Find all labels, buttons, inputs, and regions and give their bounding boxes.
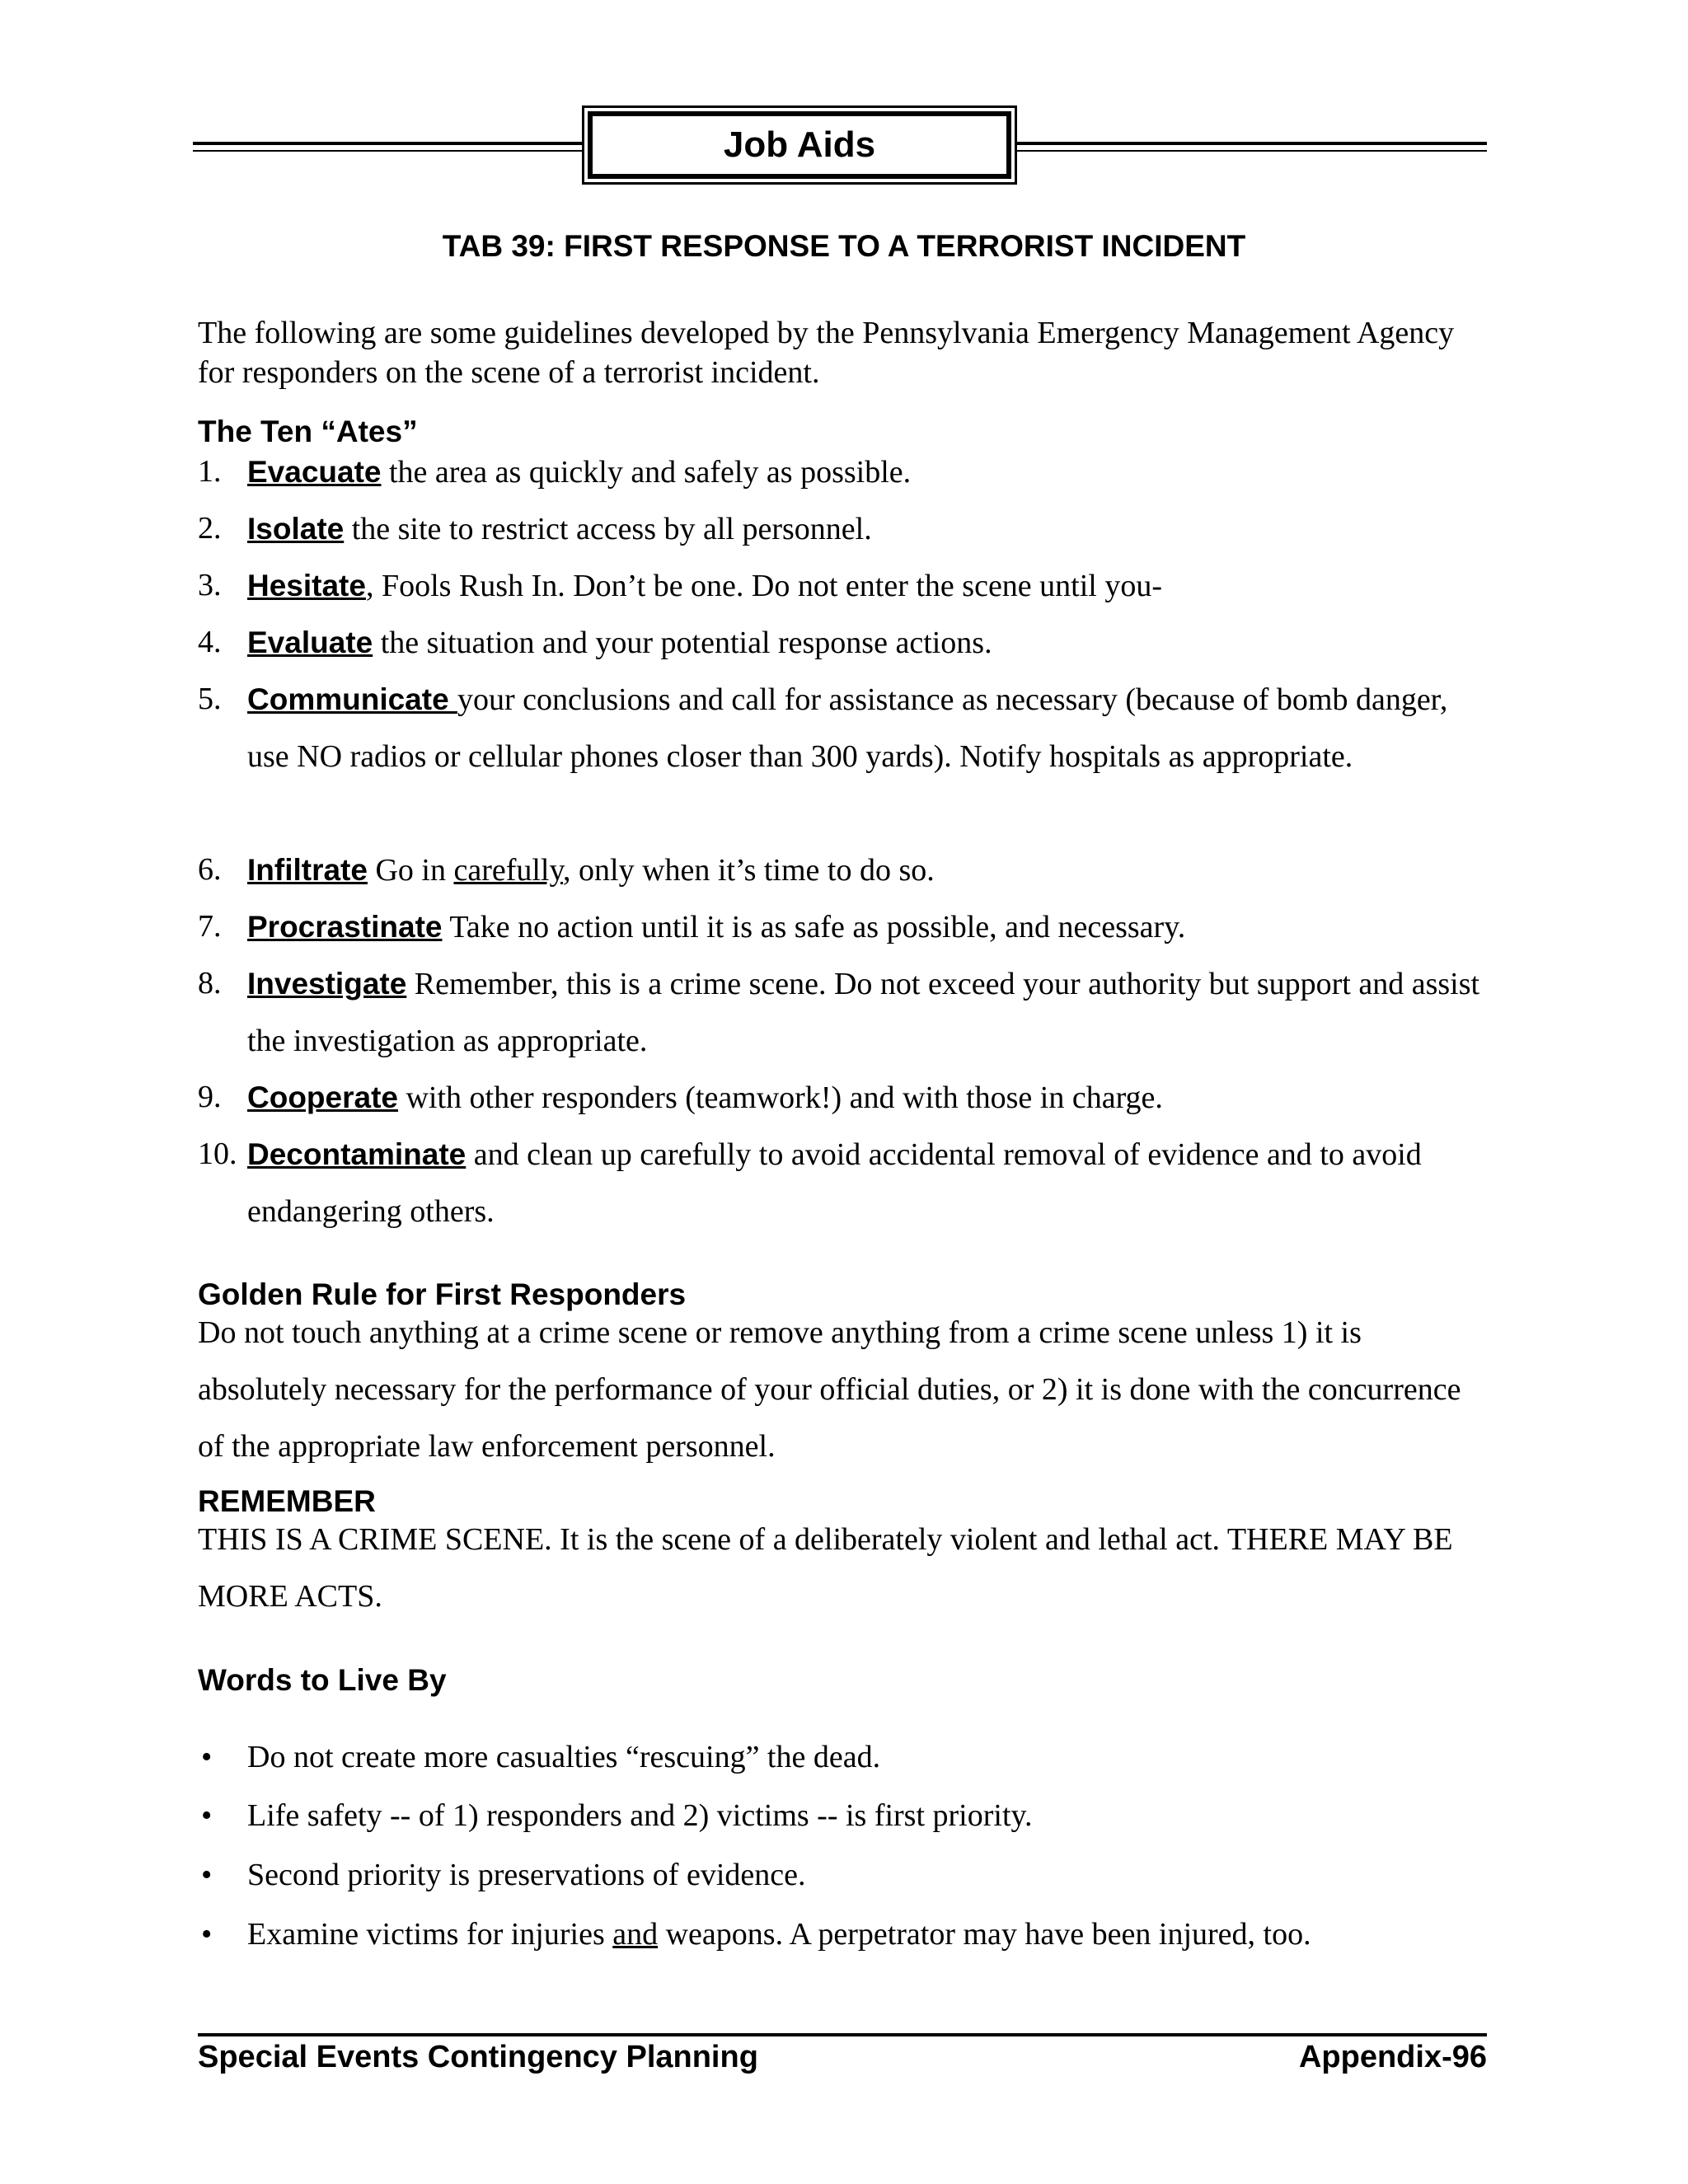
remember-heading: REMEMBER <box>198 1484 376 1518</box>
header-box <box>582 105 1017 185</box>
list-item <box>198 1069 1492 1127</box>
item-text: the situation and your potential response actions. <box>373 626 992 660</box>
footer-rule <box>198 2033 1487 2036</box>
keyword: Communicate <box>247 682 457 716</box>
item-text-pre: Go in <box>367 853 454 888</box>
list-number: 9. <box>198 1080 222 1114</box>
list-item <box>198 955 1492 1070</box>
header-rule-left-top <box>193 142 582 145</box>
item-text: your conclusions and call for assistance as necessary (because of bomb danger, use NO radios or cellular phones closer than 300 yards). Notify hospitals as appropriate. <box>247 682 1448 774</box>
list-item <box>198 1855 1492 1895</box>
list-item <box>198 443 1492 501</box>
bullet-text: Second priority is preservations of evidence. <box>247 1858 806 1892</box>
list-item <box>198 614 1492 672</box>
keyword: Procrastinate <box>247 910 443 944</box>
ates-heading: The Ten “Ates” <box>198 415 418 448</box>
remember-text: THIS IS A CRIME SCENE. It is the scene of a deliberately violent and lethal act. THERE MAY BE MORE ACTS. <box>198 1522 1453 1614</box>
item-text: Remember, this is a crime scene. Do not exceed your authority but support and assist the investigation as appropriate. <box>247 967 1480 1058</box>
footer-page-number: Appendix-96 <box>1298 2040 1487 2074</box>
list-item <box>198 1737 1492 1777</box>
item-text: , only when it’s time to do so. <box>563 853 935 888</box>
keyword: Evacuate <box>247 455 382 489</box>
item-text: and clean up carefully to avoid accidental removal of evidence and to avoid endangering others. <box>247 1137 1422 1229</box>
list-number: 10. <box>198 1137 237 1171</box>
keyword: Decontaminate <box>247 1137 467 1171</box>
footer-left: Special Events Contingency Planning <box>198 2040 758 2074</box>
bullet-text: Do not create more casualties “rescuing” the dead. <box>247 1740 881 1774</box>
header-rule-left-bottom <box>193 150 582 152</box>
list-number: 7. <box>198 909 222 944</box>
header-rule-right-top <box>1017 142 1487 145</box>
list-number: 5. <box>198 682 222 716</box>
list-item <box>198 1126 1492 1240</box>
underlined-word: carefully <box>453 853 564 888</box>
golden-rule-text: Do not touch anything at a crime scene or remove anything from a crime scene unless 1) it is absolutely necessary for the performance of your official duties, or 2) it is done with the concurrence of the appropriate law enforcement personnel. <box>198 1315 1461 1464</box>
item-text: the area as quickly and safely as possible. <box>381 455 912 490</box>
list-number: 4. <box>198 625 222 659</box>
bullet-icon: • <box>201 1917 213 1952</box>
page-title: TAB 39: FIRST RESPONSE TO A TERRORIST INCIDENT <box>442 229 1246 263</box>
list-item <box>198 1796 1492 1835</box>
list-number: 8. <box>198 966 222 1001</box>
list-number: 1. <box>198 454 222 489</box>
underlined-word: and <box>612 1917 659 1952</box>
item-text: Take no action until it is as safe as possible, and necessary. <box>442 910 1186 944</box>
list-item <box>198 671 1492 785</box>
keyword: Infiltrate <box>247 853 368 887</box>
bullet-text-pre: Examine victims for injuries <box>247 1917 613 1952</box>
list-item <box>198 557 1492 615</box>
bullet-icon: • <box>201 1858 213 1892</box>
list-number: 3. <box>198 568 222 602</box>
bullet-icon: • <box>201 1740 213 1774</box>
bullet-text: Life safety -- of 1) responders and 2) victims -- is first priority. <box>247 1798 1033 1833</box>
bullet-icon: • <box>201 1798 213 1833</box>
keyword: Evaluate <box>247 626 373 659</box>
golden-rule-heading: Golden Rule for First Responders <box>198 1277 687 1311</box>
item-text: with other responders (teamwork!) and with those in charge. <box>397 1080 1163 1115</box>
keyword: Cooperate <box>247 1080 398 1114</box>
keyword: Investigate <box>247 967 407 1001</box>
header-label: Job Aids <box>588 111 1011 179</box>
item-text: the site to restrict access by all personnel. <box>344 512 872 546</box>
list-number: 2. <box>198 511 222 546</box>
list-item <box>198 841 1492 899</box>
keyword: Isolate <box>247 512 345 546</box>
words-heading: Words to Live By <box>198 1663 447 1697</box>
item-text: , Fools Rush In. Don’t be one. Do not enter the scene until you- <box>365 569 1163 603</box>
list-item <box>198 500 1492 558</box>
list-number: 6. <box>198 852 222 887</box>
intro-paragraph: The following are some guidelines developed by the Pennsylvania Emergency Management Agency for responders on the scene of a terrorist incident. <box>198 316 1455 390</box>
header-rule-right-bottom <box>1017 150 1487 152</box>
bullet-text: weapons. A perpetrator may have been injured, too. <box>658 1917 1311 1952</box>
list-item <box>198 898 1492 956</box>
keyword: Hesitate <box>247 569 366 602</box>
list-item <box>198 1915 1492 1954</box>
